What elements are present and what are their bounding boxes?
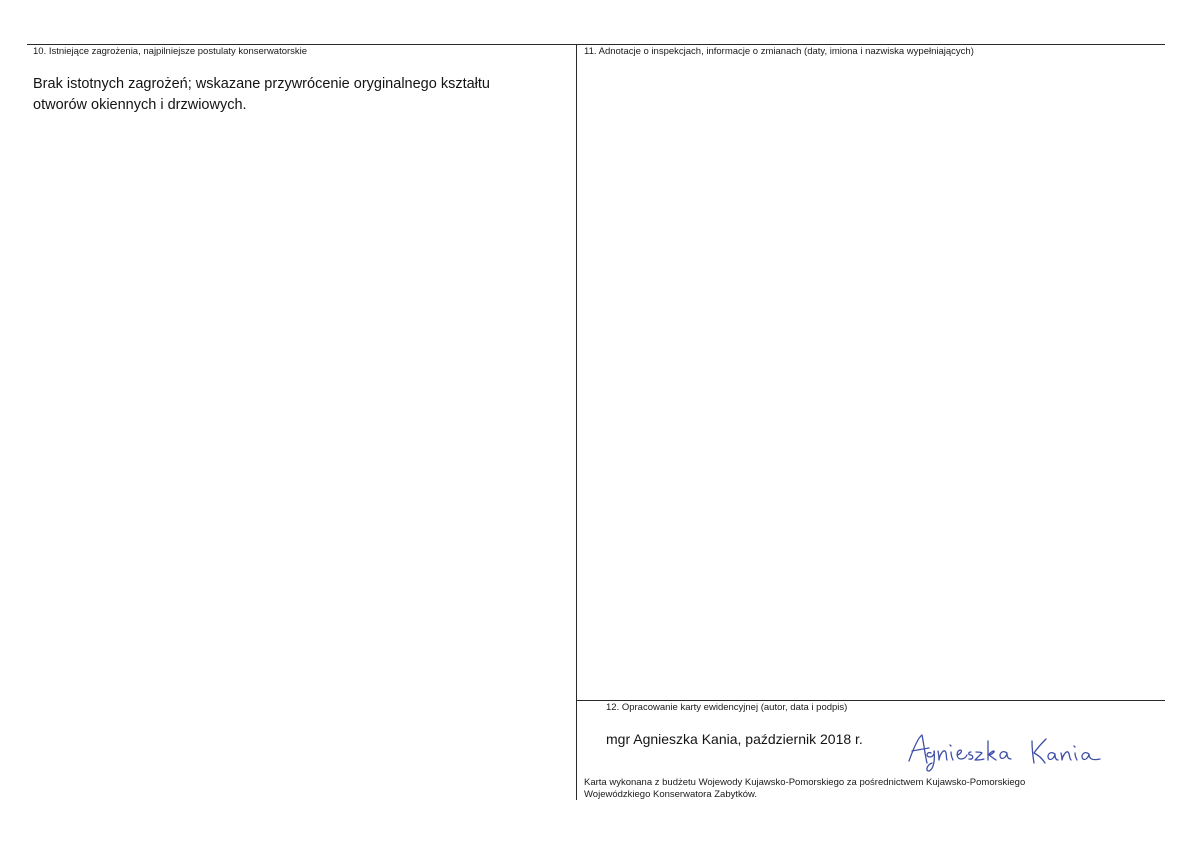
section10-label: 10. Istniejące zagrożenia, najpilniejsze postulaty konserwatorskie — [33, 46, 308, 57]
section10-text-line1: Brak istotnych zagrożeń; wskazane przywrócenie oryginalnego kształtu — [33, 76, 490, 92]
section10-text-line2: otworów okiennych i drzwiowych. — [33, 97, 247, 113]
section12-label: 12. Opracowanie karty ewidencyjnej (autor, data i podpis) — [606, 702, 848, 713]
section12-author: mgr Agnieszka Kania, październik 2018 r. — [606, 731, 863, 747]
signature-image — [905, 733, 1125, 783]
section11-label: 11. Adnotacje o inspekcjach, informacje o zmianach (daty, imiona i nazwiska wypełniających) — [584, 46, 974, 57]
top-rule — [27, 44, 1165, 45]
column-divider — [576, 44, 577, 800]
footer-line2: Wojewódzkiego Konserwatora Zabytków. — [584, 789, 758, 800]
footer-line1: Karta wykonana z budżetu Wojewody Kujawsko-Pomorskiego za pośrednictwem Kujawsko-Pomorskiego — [584, 777, 1026, 788]
section12-rule — [576, 700, 1165, 701]
